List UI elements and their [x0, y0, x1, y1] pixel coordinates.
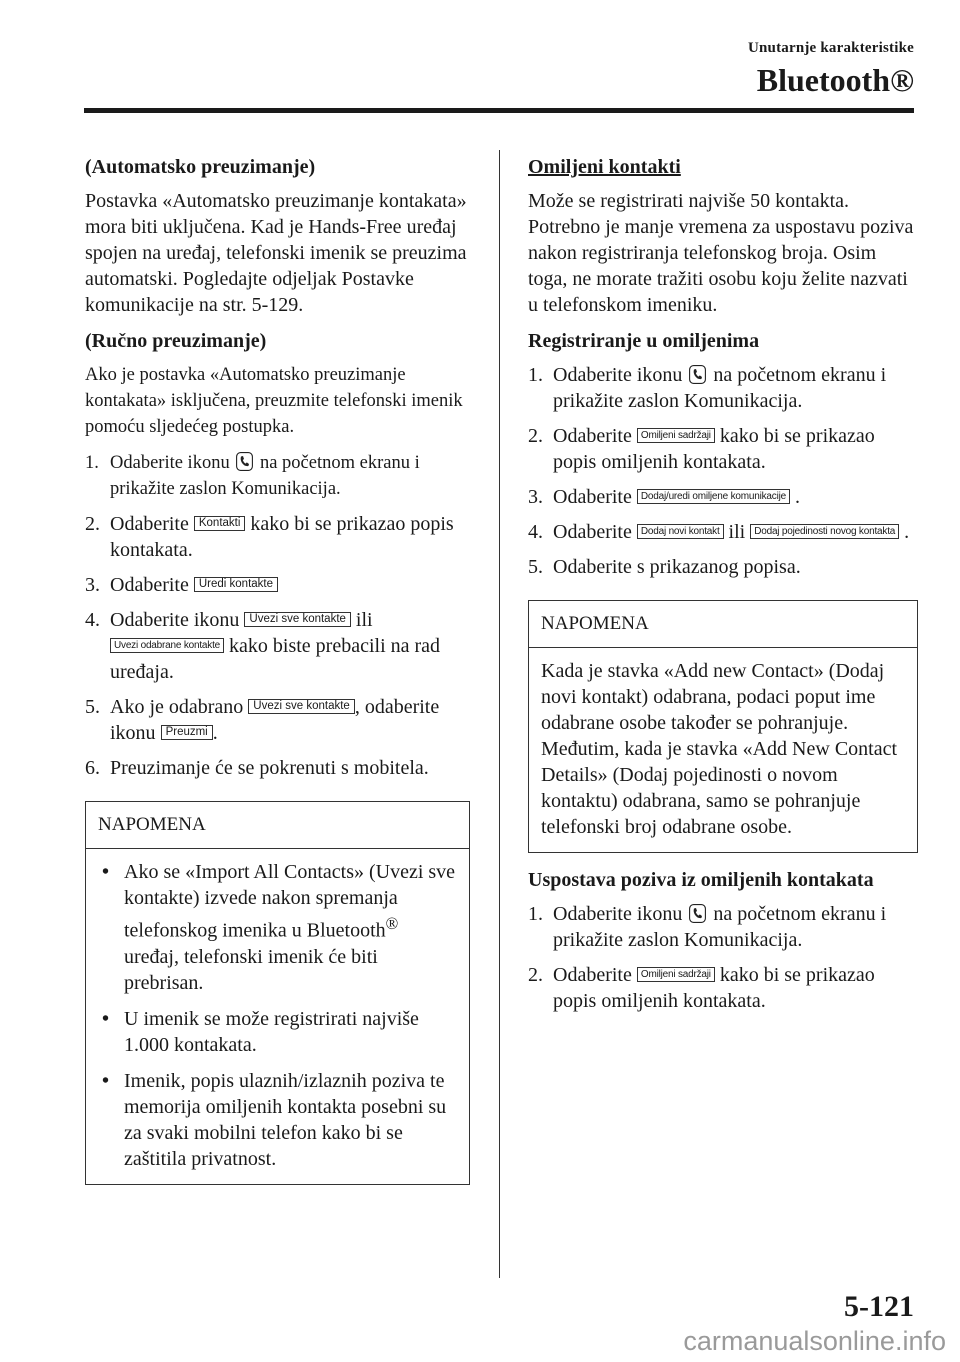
step: 3. Odaberite Dodaj/uredi omiljene komunikacije . — [528, 486, 801, 508]
favorites-text: Može se registrirati najviše 50 kontakta. Potrebno je manje vremena za uspostavu poziva nakon registriranja telefonskog broja. Osim toga, ne morate tražiti osobu koju želite nazvati u telefonskom imeniku. — [528, 190, 914, 316]
page-title: Bluetooth® — [756, 62, 914, 98]
step: 6. Preuzimanje će se pokrenuti s mobitela. — [85, 757, 429, 779]
download-button[interactable]: Preuzmi — [161, 725, 213, 740]
step: 4. Odaberite Dodaj novi kontakt ili Dodaj pojedinosti novog kontakta . — [528, 521, 910, 543]
note-body: Kada je stavka «Add new Contact» (Dodaj novi kontakt) odabrana, podaci poput ime odabrane osobe također se pohranjuje. Međutim, kada je stavka «Add New Contact Details» (Dodaj pojedinosti o novom kontaktu) odabrana, samo se pohranjuje telefonski broj odabrane osobe. — [541, 660, 898, 838]
step: 4. Odaberite ikonu Uvezi sve kontakte ili Uvezi odabrane kontakte kako biste prebacili na rad uređaja. — [85, 609, 441, 683]
add-new-contact-details-button[interactable]: Dodaj pojedinosti novog kontakta — [750, 524, 899, 539]
manual-download-heading: (Ručno preuzimanje) — [85, 330, 267, 352]
auto-download-heading: (Automatsko preuzimanje) — [85, 156, 316, 178]
step: 5. Odaberite s prikazanog popisa. — [528, 556, 801, 578]
register-steps — [528, 362, 918, 580]
phone-icon — [689, 904, 706, 923]
add-edit-favorites-button[interactable]: Dodaj/uredi omiljene komunikacije — [637, 489, 790, 504]
step: 2. Odaberite Omiljeni sadržaji kako bi se prikazao popis omiljenih kontakata. — [528, 425, 875, 473]
favorites-button[interactable]: Omiljeni sadržaji — [637, 428, 715, 443]
call-favorites-heading: Uspostava poziva iz omiljenih kontakata — [528, 869, 874, 891]
step: 2. Odaberite Kontakti kako bi se prikazao popis kontakata. — [85, 513, 454, 561]
note-bullet: • Imenik, popis ulaznih/izlaznih poziva te memorija omiljenih kontakta posebni su za svaki mobilni telefon kako bi se zaštitila privatnost. — [102, 1069, 447, 1170]
import-all-contacts-button[interactable]: Uvezi sve kontakte — [248, 699, 355, 714]
add-new-contact-button[interactable]: Dodaj novi kontakt — [637, 524, 724, 539]
note-title: NAPOMENA — [529, 601, 917, 648]
note-box — [85, 801, 470, 1185]
step: 1. Odaberite ikonu na početnom ekranu i prikažite zaslon Komunikacija. — [528, 903, 887, 951]
manual-steps — [85, 450, 470, 781]
column-divider — [499, 150, 500, 1278]
header-rule — [84, 108, 914, 113]
note-box — [528, 600, 918, 853]
favorites-heading: Omiljeni kontakti — [528, 156, 681, 178]
watermark: carmanualsonline.info — [683, 1326, 946, 1356]
section-header: Unutarnje karakteristike — [747, 40, 914, 56]
step: 5. Ako je odabrano Uvezi sve kontakte , odaberite ikonu Preuzmi . — [85, 696, 440, 744]
favorites-button[interactable]: Omiljeni sadržaji — [637, 967, 715, 982]
manual-download-text: Ako je postavka «Automatsko preuzimanje kontakata» isključena, preuzmite telefonski imenik pomoću sljedećeg postupka. — [85, 365, 463, 437]
edit-contacts-button[interactable]: Uredi kontakte — [194, 577, 278, 592]
note-bullet: • U imenik se može registrirati najviše 1.000 kontakata. — [102, 1007, 419, 1056]
note-body — [86, 849, 469, 1184]
register-heading: Registriranje u omiljenima — [528, 330, 760, 352]
note-title: NAPOMENA — [86, 802, 469, 849]
step: 1. Odaberite ikonu na početnom ekranu i prikažite zaslon Komunikacija. — [528, 364, 887, 412]
import-all-contacts-button[interactable]: Uvezi sve kontakte — [244, 612, 351, 627]
step: 1. Odaberite ikonu na početnom ekranu i prikažite zaslon Komunikacija. — [85, 453, 420, 499]
call-steps — [528, 901, 918, 1014]
step: 2. Odaberite Omiljeni sadržaji kako bi se prikazao popis omiljenih kontakata. — [528, 964, 875, 1012]
step: 3. Odaberite Uredi kontakte — [85, 572, 470, 598]
contacts-button[interactable]: Kontakti — [194, 516, 246, 531]
phone-icon — [689, 365, 706, 384]
page-number: 5-121 — [844, 1290, 914, 1323]
left-column — [85, 154, 470, 1185]
phone-icon — [236, 452, 253, 471]
note-bullet: • Ako se «Import All Contacts» (Uvezi sve kontakte) izvede nakon spremanja telefonskog imenika u Bluetooth® uređaj, telefonski imenik će biti prebrisan. — [102, 861, 456, 994]
right-column — [528, 154, 918, 1023]
auto-download-text: Postavka «Automatsko preuzimanje kontakata» mora biti uključena. Kad je Hands-Free uređaj spojen na uređaj, telefonski imenik se preuzima automatski. Pogledajte odjeljak Postavke komunikacije na str. 5-129. — [85, 190, 467, 316]
import-selected-contacts-button[interactable]: Uvezi odabrane kontakte — [110, 638, 224, 653]
